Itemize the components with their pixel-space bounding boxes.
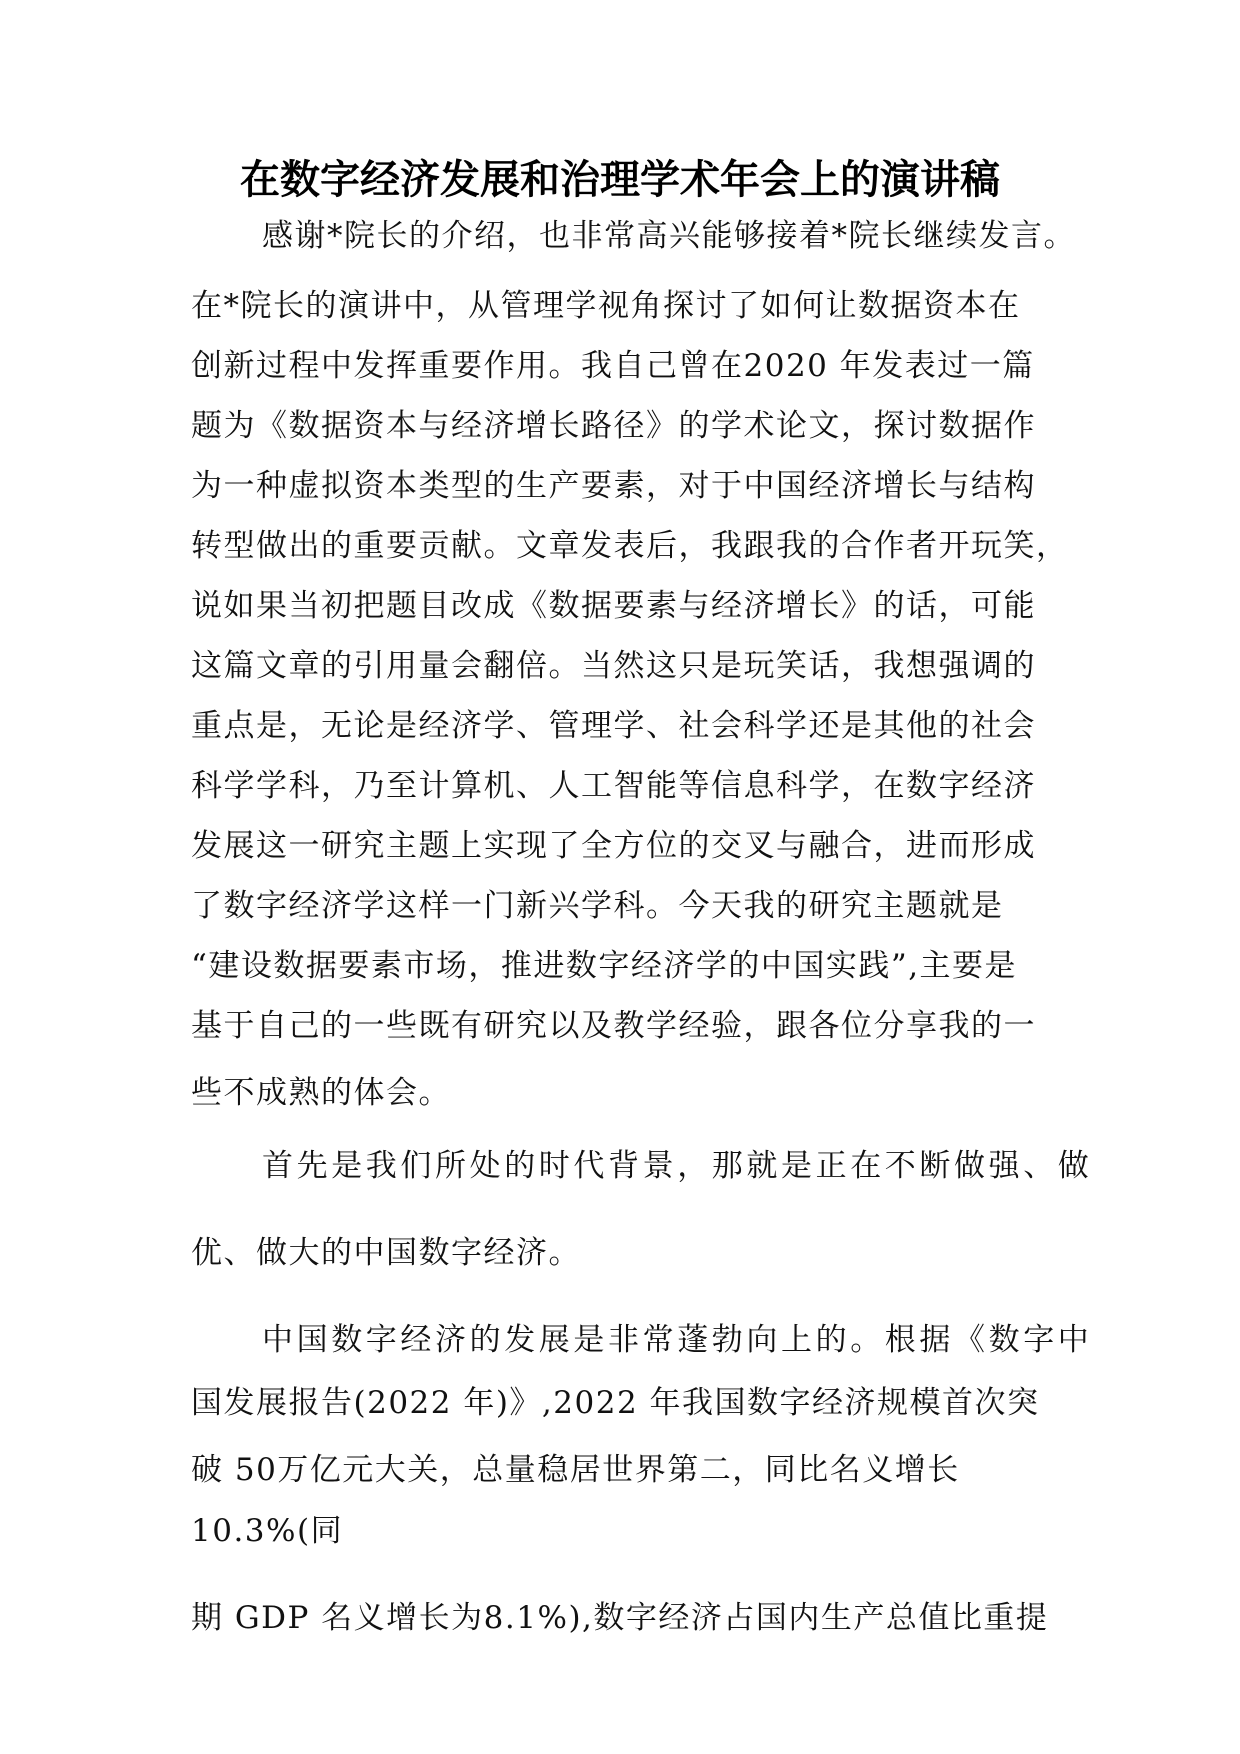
paragraph-line: 在*院长的演讲中，从管理学视角探讨了如何让数据资本在 [191,288,1021,324]
document-title: 在数字经济发展和治理学术年会上的演讲稿 [240,157,1000,203]
paragraph-line: 首先是我们所处的时代背景，那就是正在不断做强、做 [262,1148,1093,1184]
paragraph-line: “建设数据要素市场，推进数字经济学的中国实践”,主要是 [191,948,1018,984]
paragraph-line: 创新过程中发挥重要作用。我自己曾在2020 年发表过一篇 [191,348,1035,384]
paragraph-line: 重点是，无论是经济学、管理学、社会科学还是其他的社会 [191,708,1036,744]
paragraph-line: 10.3%(同 [191,1513,344,1549]
paragraph-line: 中国数字经济的发展是非常蓬勃向上的。根据《数字中 [262,1322,1093,1358]
paragraph-line: 感谢*院长的介绍，也非常高兴能够接着*院长继续发言。 [262,218,1076,254]
paragraph-line: 发展这一研究主题上实现了全方位的交叉与融合，进而形成 [191,828,1036,864]
paragraph-line: 国发展报告(2022 年)》,2022 年我国数字经济规模首次突 [191,1385,1040,1421]
paragraph-line: 期 GDP 名义增长为8.1%),数字经济占国内生产总值比重提 [191,1600,1049,1636]
paragraph-line: 为一种虚拟资本类型的生产要素，对于中国经济增长与结构 [191,468,1036,504]
paragraph-line: 基于自己的一些既有研究以及教学经验，跟各位分享我的一 [191,1008,1036,1044]
paragraph-line: 说如果当初把题目改成《数据要素与经济增长》的话，可能 [191,588,1036,624]
paragraph-line: 这篇文章的引用量会翻倍。当然这只是玩笑话，我想强调的 [191,648,1036,684]
paragraph-line: 科学学科，乃至计算机、人工智能等信息科学，在数字经济 [191,768,1036,804]
paragraph-line: 转型做出的重要贡献。文章发表后，我跟我的合作者开玩笑， [191,528,1069,564]
paragraph-line: 题为《数据资本与经济增长路径》的学术论文，探讨数据作 [191,408,1036,444]
paragraph-line: 破 50万亿元大关，总量稳居世界第二，同比名义增长 [191,1452,960,1488]
paragraph-line: 些不成熟的体会。 [191,1075,451,1111]
paragraph-line: 优、做大的中国数字经济。 [191,1235,581,1271]
paragraph-line: 了数字经济学这样一门新兴学科。今天我的研究主题就是 [191,888,1004,924]
